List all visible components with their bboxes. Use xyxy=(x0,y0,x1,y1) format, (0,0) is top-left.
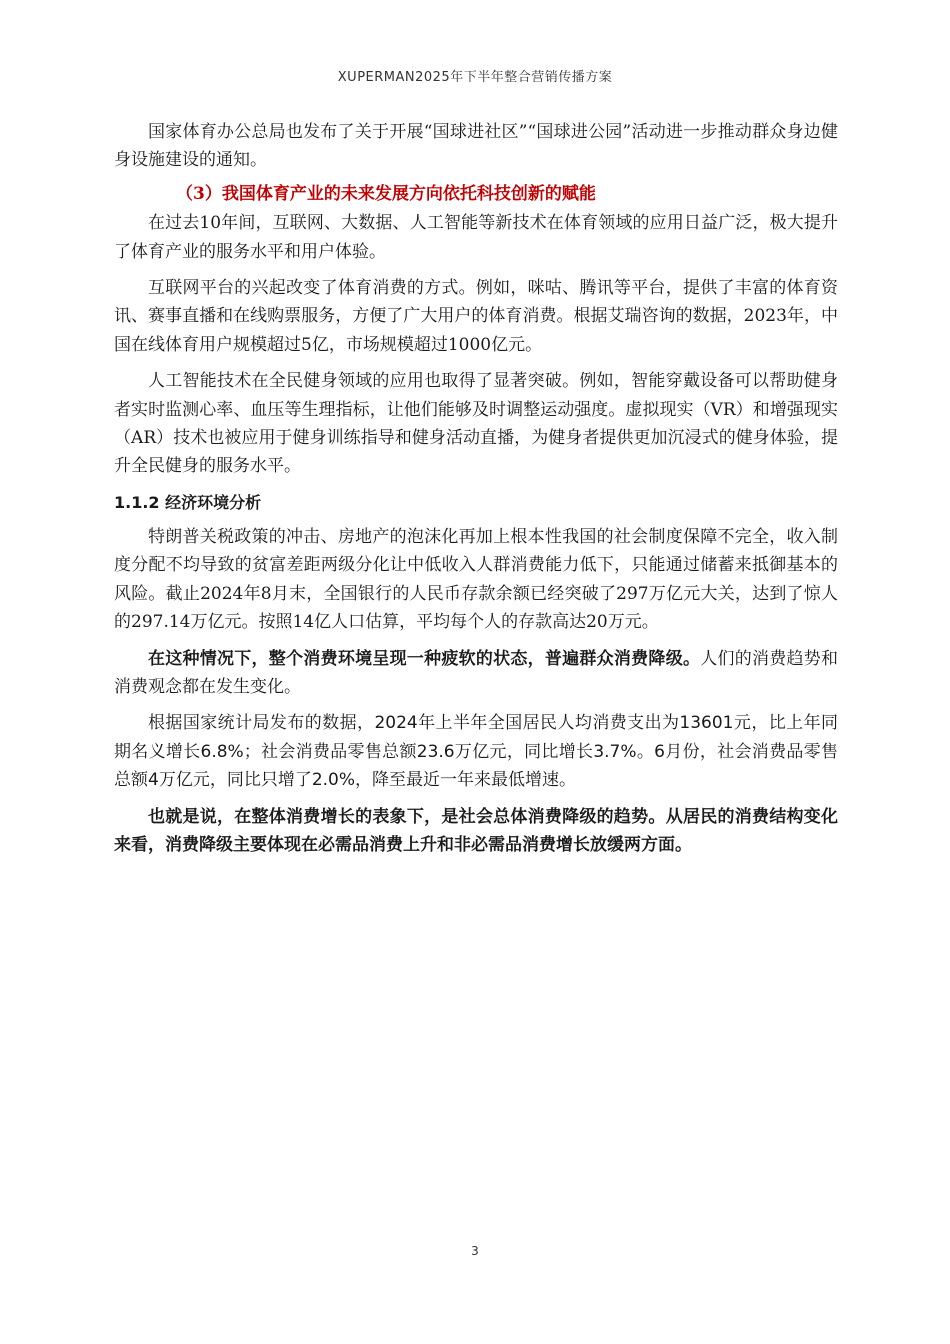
paragraph-consumption-downgrade xyxy=(114,645,838,702)
section-heading-economic: 1.1.2 经济环境分析 xyxy=(114,492,262,512)
bold-lead-text: 在这种情况下，整个消费环境呈现一种疲软的状态，普遍群众消费降级。 xyxy=(148,648,701,669)
paragraph-conclusion: 也就是说，在整体消费增长的表象下，是社会总体消费降级的趋势。从居民的消费结构变化来看，消费降级主要体现在必需品消费上升和非必需品消费增长放缓两方面。 xyxy=(114,806,838,855)
paragraph-sports-bureau-notice: 国家体育办公总局也发布了关于开展“国球进社区”“国球进公园”活动进一步推动群众身边健身设施建设的通知。 xyxy=(114,122,838,171)
paragraph-statistics: 根据国家统计局发布的数据，2024年上半年全国居民人均消费支出为13601元，比上年同期名义增长6.8%；社会消费品零售总额23.6万亿元，同比增长3.7%。6月份，社会消费品零售总额4万亿元，同比只增了2.0%，降至最近一年来最低增速。 xyxy=(114,713,838,791)
paragraph-rest-text: 人们的消费趋势和消费观念都在发生变化。 xyxy=(114,648,839,697)
page-number: 3 xyxy=(471,1244,479,1258)
paragraph-internet-platforms: 互联网平台的兴起改变了体育消费的方式。例如，咪咕、腾讯等平台，提供了丰富的体育资讯、赛事直播和在线购票服务，方便了广大用户的体育消费。根据艾瑞咨询的数据，2023年，中国在线体育用户规模超过5亿，市场规模超过1000亿元。 xyxy=(114,278,838,355)
paragraph-ai-fitness: 人工智能技术在全民健身领域的应用也取得了显著突破。例如，智能穿戴设备可以帮助健身者实时监测心率、血压等生理指标，让他们能够及时调整运动强度。虚拟现实（VR）和增强现实（AR）技术也被应用于健身训练指导和健身活动直播，为健身者提供更加沉浸式的健身体验，提升全民健身的服务水平。 xyxy=(114,371,838,477)
paragraph-new-tech: 在过去10年间，互联网、大数据、人工智能等新技术在体育领域的应用日益广泛，极大提升了体育产业的服务水平和用户体验。 xyxy=(114,213,838,262)
page-header: XUPERMAN2025年下半年整合营销传播方案 xyxy=(337,70,613,85)
paragraph-savings: 特朗普关税政策的冲击、房地产的泡沫化再加上根本性我国的社会制度保障不完全，收入制度分配不均导致的贫富差距两级分化让中低收入人群消费能力低下，只能通过储蓄来抵御基本的风险。截止2024年8月末，全国银行的人民币存款余额已经突破了297万亿元大关，达到了惊人的297.14万亿元。按照14亿人口估算，平均每个人的存款高达20万元。 xyxy=(114,526,838,633)
subsection-heading-tech-innovation: （3）我国体育产业的未来发展方向依托科技创新的赋能 xyxy=(176,183,596,204)
document-body xyxy=(114,118,838,859)
